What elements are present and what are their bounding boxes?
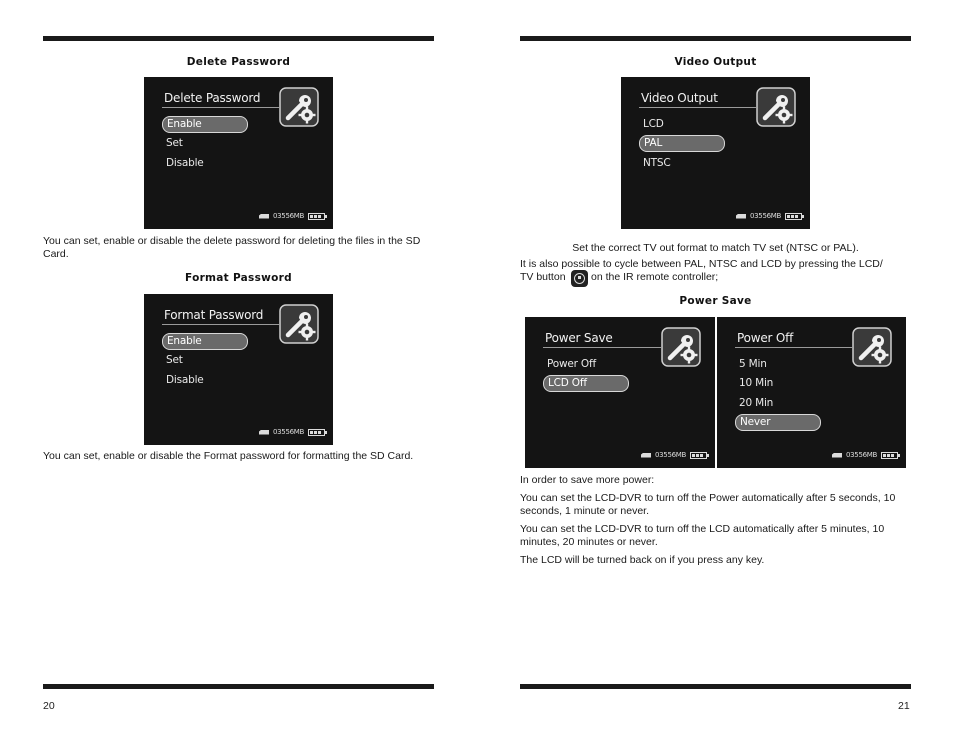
screen-title: Delete Password (164, 91, 261, 105)
storage-capacity: 03556MB (272, 212, 304, 220)
power-save-lcd-off-text: You can set the LCD-DVR to turn off the LCD automatically after 5 minutes, 10 minutes, 20 minutes or never. (520, 523, 885, 548)
menu-option: NTSC (643, 156, 671, 169)
menu-option: Set (166, 354, 183, 367)
video-output-cycle-line1: It is also possible to cycle between PAL, NTSC and LCD by pressing the LCD/ (520, 258, 883, 270)
battery-icon (690, 452, 707, 459)
video-output-heading: Video Output (674, 56, 757, 68)
wrench-gear-icon (279, 87, 319, 127)
top-rule-left (43, 36, 434, 41)
menu-option: LCD Off (543, 375, 629, 392)
delete-password-heading: Delete Password (186, 56, 291, 68)
format-password-heading: Format Password (185, 272, 292, 284)
bottom-rule-left (43, 684, 434, 689)
delete-password-screen (144, 77, 333, 229)
battery-icon (308, 429, 325, 436)
screen-title-underline (162, 324, 279, 325)
page-number-right: 21 (898, 700, 910, 712)
screen-title-underline (639, 107, 756, 108)
screen-title-underline (162, 107, 279, 108)
menu-option: Disable (166, 156, 204, 169)
screen-title-underline (543, 347, 661, 348)
power-save-power-off-text: You can set the LCD-DVR to turn off the Power automatically after 5 seconds, 10 seconds, 1 minute or never. (520, 492, 896, 517)
menu-option: 20 Min (739, 396, 774, 409)
screen-title: Power Off (737, 331, 794, 345)
menu-option: 10 Min (739, 377, 774, 390)
battery-icon (785, 213, 802, 220)
menu-option: Enable (162, 333, 248, 350)
power-save-screen (525, 317, 715, 468)
sd-card-icon (259, 430, 269, 435)
storage-capacity: 03556MB (654, 451, 686, 459)
menu-option: Power Off (547, 358, 596, 370)
menu-option: 5 Min (739, 358, 767, 370)
battery-icon (881, 452, 898, 459)
video-output-cycle-line2b: on the IR remote controller; (591, 271, 719, 283)
power-save-wake-text: The LCD will be turned back on if you press any key. (520, 554, 765, 566)
bottom-rule-right (520, 684, 911, 689)
storage-capacity: 03556MB (845, 451, 877, 459)
menu-option: Enable (162, 116, 248, 133)
sd-card-icon (736, 214, 746, 219)
status-bar (736, 212, 802, 220)
sd-card-icon (832, 453, 842, 458)
wrench-gear-icon (661, 327, 701, 367)
status-bar (641, 451, 707, 459)
wrench-gear-icon (756, 87, 796, 127)
screen-title: Video Output (641, 91, 718, 105)
power-save-intro: In order to save more power: (520, 474, 655, 486)
format-password-screen (144, 294, 333, 445)
storage-capacity: 03556MB (749, 212, 781, 220)
page-number-left: 20 (43, 700, 55, 712)
storage-capacity: 03556MB (272, 428, 304, 436)
video-output-description: Set the correct TV out format to match TV set (NTSC or PAL). (572, 242, 859, 254)
sd-card-icon (641, 453, 651, 458)
screen-title-underline (735, 347, 852, 348)
menu-option: PAL (639, 135, 725, 152)
menu-option: Disable (166, 373, 204, 386)
status-bar (259, 212, 325, 220)
video-output-screen (621, 77, 810, 229)
sd-card-icon (259, 214, 269, 219)
menu-option: Set (166, 137, 183, 150)
video-output-cycle-line2a: TV button (520, 271, 566, 283)
screen-title: Power Save (545, 331, 613, 345)
wrench-gear-icon (852, 327, 892, 367)
power-off-screen (717, 317, 906, 468)
format-password-description: You can set, enable or disable the Format password for formatting the SD Card. (43, 450, 414, 462)
status-bar (259, 428, 325, 436)
menu-option: LCD (643, 118, 664, 130)
battery-icon (308, 213, 325, 220)
top-rule-right (520, 36, 911, 41)
lcd-tv-remote-button-icon (571, 270, 588, 287)
status-bar (832, 451, 898, 459)
wrench-gear-icon (279, 304, 319, 344)
power-save-heading: Power Save (679, 295, 752, 307)
screen-title: Format Password (164, 308, 264, 322)
delete-password-description: You can set, enable or disable the delete password for deleting the files in the SD Card. (43, 235, 421, 260)
menu-option: Never (735, 414, 821, 431)
